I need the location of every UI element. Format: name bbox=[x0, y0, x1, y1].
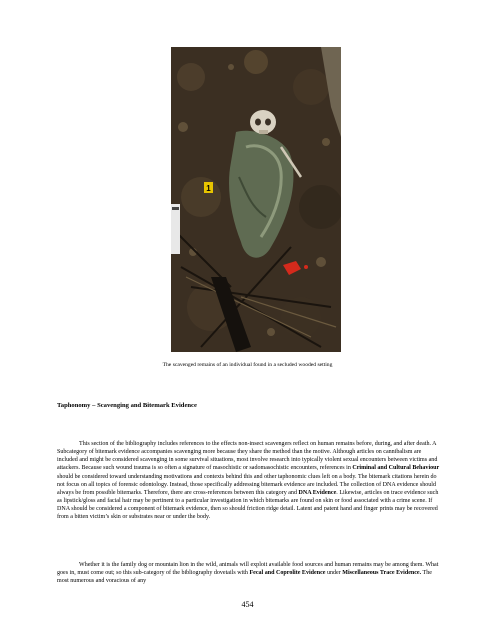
scavenged-remains-photo bbox=[171, 47, 341, 352]
paragraph-text: This section of the bibliography includes references to the effects non-insect scavengers reflect on human remains before, during, and after death. A Subcategory of bitemark evidence accompanies scavenging more because they share the method than the motive. Although articles on cannibalism are included and might be considered scavenging in some survival situations, most involve research into typically violent sexual encounters between victims and attackers. Because such wound trauma is so often a signature of masochistic or sadomasochistic encounters, references in bbox=[57, 441, 438, 472]
paragraph-text: The most numerous and voracious of any bbox=[57, 570, 432, 585]
cross-reference-trace-evidence: Miscellaneous Trace Evidence. bbox=[342, 570, 422, 577]
figure-caption: The scavenged remains of an individual found in a secluded wooded setting bbox=[162, 362, 333, 368]
paragraph-scavenging-intro bbox=[57, 440, 441, 522]
paragraph-text: Whether it is the family dog or mountain lion in the wild, animals will exploit available food sources and human remains may be among them. What goes in, must come out; so this sub-category of the bibliography dovetails with bbox=[57, 562, 439, 577]
cross-reference-fecal-evidence: Fecal and Coprolite Evidence bbox=[249, 570, 326, 577]
paragraph-text: should be considered toward understanding motivations and contexts behind this and other taphonomic clues left on a body. The bitemark citations herein do not focus on all topics of forensic odontology. Instead, those specifically addressing bitemark evidence are included. The collection of DNA evidence should always be from possible bitemarks. Therefore, there are cross-references between this category and bbox=[57, 473, 437, 496]
paragraph-text: under bbox=[325, 570, 343, 577]
cross-reference-criminal-behaviour: Criminal and Cultural Behaviour bbox=[352, 465, 440, 472]
section-heading: Taphonomy – Scavenging and Bitemark Evidence bbox=[57, 402, 197, 409]
paragraph-text: . Likewise, articles on trace evidence such as lipstick/gloss and facial hair may be pertinent to a particular investigation in which bitemarks are found on skin or food associated with a crime scene. If DNA should be considered a component of bitemark evidence, then so should friction ridge detail. Latent and patent hand and finger prints may be recovered from a bitten victim’s skin or substrates near or under the body. bbox=[57, 489, 439, 521]
evidence-marker-number: 1 bbox=[206, 184, 211, 193]
cross-reference-dna-evidence: DNA Evidence bbox=[298, 489, 337, 496]
paragraph-animal-scavengers bbox=[57, 561, 441, 585]
photo-illustration bbox=[171, 47, 341, 352]
page-number: 454 bbox=[241, 600, 254, 609]
